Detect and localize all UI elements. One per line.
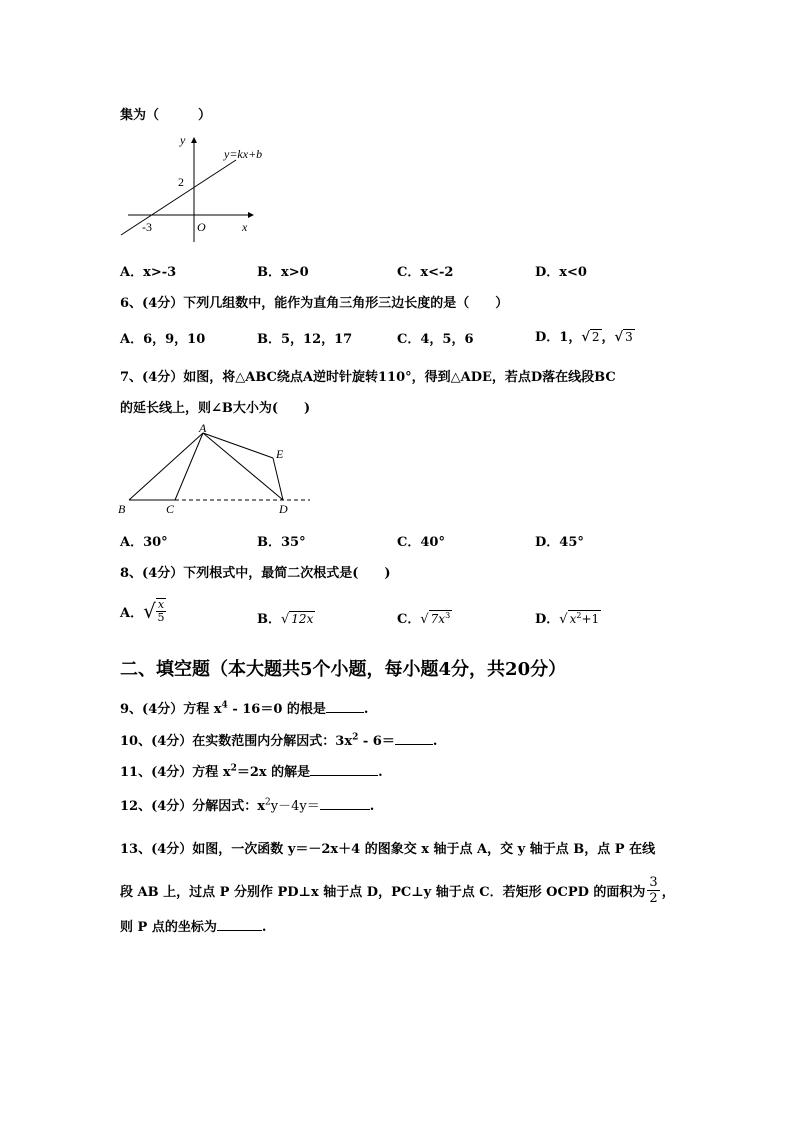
q5-option-c: C．x<-2 [397, 265, 454, 280]
q8-option-b: B．√ 12x [257, 612, 314, 627]
q11-prefix: 11、(4分）方程 x [120, 765, 231, 780]
q5-option-b: B．x>0 [257, 265, 309, 280]
segment-ab [129, 433, 203, 500]
q8-d-tail: +1 [581, 612, 600, 626]
label-b: B [118, 502, 126, 516]
x-axis-label: x [242, 220, 248, 234]
q13-line3-text: 则 P 点的坐标为 [120, 920, 217, 935]
q13-frac-den: 2 [649, 891, 658, 906]
q13-frac-num: 3 [649, 875, 658, 890]
q13-end: . [261, 920, 267, 935]
q6-root-2: 2 [591, 330, 600, 344]
q6-option-c: C．4，5，6 [397, 332, 474, 347]
q11-text [120, 761, 383, 780]
q7-rotation-figure [115, 420, 315, 520]
q9-text [120, 698, 368, 717]
q6-option-b: B．5，12，17 [257, 332, 353, 347]
line-label: y=kx+b [224, 147, 263, 161]
segment-ad [203, 433, 283, 500]
q9-answer-blank[interactable] [326, 700, 364, 713]
q7-option-b: B．35° [257, 535, 306, 550]
q10-exp: 2 [352, 732, 359, 743]
origin-label: O [197, 220, 206, 234]
q9-end: . [363, 702, 369, 717]
q8-option-d: D．√ $x^2+1$ [535, 611, 600, 627]
q6-option-d-label: D．1， [535, 330, 582, 345]
y-intercept-label: 2 [178, 175, 184, 189]
q11-end: . [378, 765, 383, 780]
q9-exp: 4 [221, 700, 228, 711]
section-title: 二、填空题（本大题共5个小题，每小题4分，共20分） [120, 659, 567, 680]
segment-ae [203, 433, 273, 458]
q7-option-d: D．45° [535, 535, 584, 550]
q6-text: 6、(4分）下列几组数中，能作为直角三角形三边长度的是（ ） [120, 296, 509, 311]
segment-ed [273, 458, 283, 500]
q8-a-den: 5 [157, 611, 165, 624]
q10-answer-blank[interactable] [395, 732, 433, 745]
q10-prefix: 10、(4分）在实数范围内分解因式：3x [120, 734, 353, 749]
label-d: D [279, 502, 288, 516]
q8-d-exp: 2 [576, 611, 582, 620]
q8-option-d-label: D． [535, 612, 560, 627]
q8-d-radicand: x [569, 612, 577, 626]
q11-answer-blank[interactable] [310, 763, 378, 776]
q13-line2-text: 段 AB 上，过点 P 分别作 PD⊥x 轴于点 D，PC⊥y 轴于点 C．若矩形 OCPD 的面积为 [120, 885, 646, 900]
q13-line2-end: ， [661, 885, 675, 900]
q5-option-a: A．x>-3 [120, 265, 177, 280]
q12-suffix: y－4y＝ [270, 799, 320, 814]
segment-ac [175, 433, 203, 500]
label-a: A [199, 421, 207, 435]
q8-b-radicand: 12x [291, 612, 314, 626]
q6-option-a: A．6，9，10 [120, 332, 206, 347]
q13-line1: 13、(4分）如图，一次函数 y＝－2x＋4 的图象交 x 轴于点 A，交 y 轴于点 B，点 P 在线 [120, 842, 656, 857]
label-e: E [276, 447, 284, 461]
q12-exp: 2 [265, 797, 271, 808]
q8-c-exp: 3 [445, 611, 451, 620]
y-axis-label: y [180, 133, 186, 147]
q8-option-c-label: C． [397, 612, 421, 627]
function-line [121, 160, 236, 235]
q8-c-radicand: 7x [430, 612, 446, 626]
q7-option-c: C．40° [397, 535, 445, 550]
q13-line3 [120, 916, 266, 935]
q5-option-d: D．x<0 [535, 265, 587, 280]
label-c: C [166, 502, 175, 516]
q11-exp: 2 [230, 763, 237, 774]
q5-linear-graph [118, 130, 278, 245]
q12-end: . [369, 799, 375, 814]
q12-text [120, 795, 374, 814]
q8-option-b-label: B． [257, 612, 281, 627]
q6-sep: ， [601, 330, 615, 345]
q12-answer-blank[interactable] [320, 797, 370, 810]
q13-line2 [120, 875, 675, 906]
q6-root-3: 3 [625, 330, 633, 344]
q6-option-d: D．1，√ 2 ，√ 3 [535, 330, 633, 345]
q9-suffix: - 16＝0 的根是 [227, 702, 326, 717]
q8-option-a-label: A． [120, 605, 144, 621]
q7-line2: 的延长线上，则∠B大小为( ) [120, 401, 311, 416]
q9-prefix: 9、(4分）方程 x [120, 702, 222, 717]
q7-option-a: A．30° [120, 535, 168, 550]
q8-text: 8、(4分）下列根式中，最简二次根式是( ) [120, 566, 391, 581]
q8-option-a: A． √ $\frac{x}{5}$ [120, 598, 165, 624]
q8-a-num: x [157, 598, 165, 611]
q10-end: . [432, 734, 438, 749]
q7-line1: 7、(4分）如图，将△ABC绕点A逆时针旋转110°，得到△ADE，若点D落在线段BC [120, 370, 616, 385]
q12-prefix: 12、(4分）分解因式：x [120, 799, 266, 814]
x-intercept-label: -3 [142, 220, 152, 234]
q11-suffix: ＝2x 的解是 [236, 765, 311, 780]
q8-option-c: C．√ $7x^3$ [397, 611, 451, 627]
q5-text: 集为（ ） [120, 108, 212, 123]
q13-answer-blank[interactable] [217, 918, 262, 931]
q10-text [120, 730, 437, 749]
q10-suffix: - 6＝ [358, 734, 395, 749]
